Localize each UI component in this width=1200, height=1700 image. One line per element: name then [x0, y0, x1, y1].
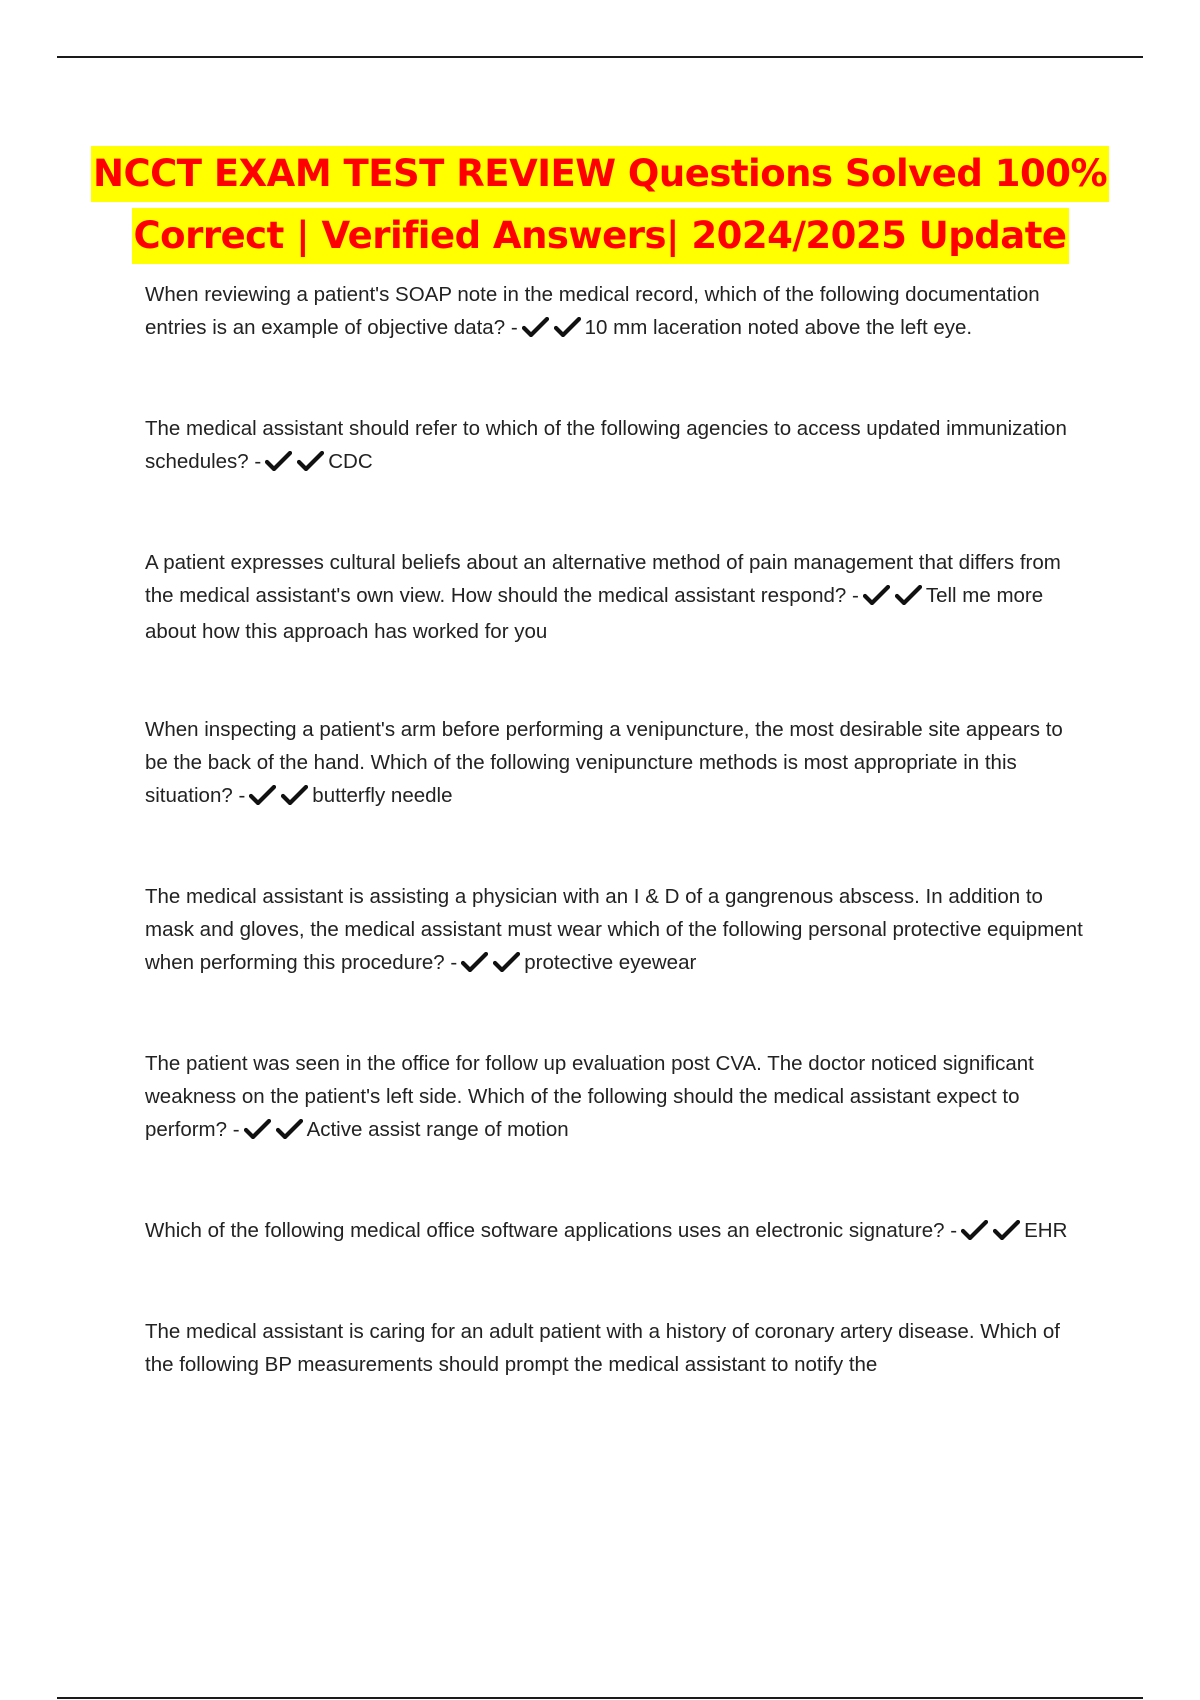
double-checkmark-icon: [244, 1116, 303, 1149]
question-text: The patient was seen in the office for follow up evaluation post CVA. The doctor noticed significant weakness on the patient's left side. Which of the following should the medical assistant expect to perform?: [145, 1052, 1034, 1141]
double-checkmark-icon: [249, 782, 308, 815]
question-list: [145, 278, 1085, 1381]
qa-item-4: [145, 713, 1085, 815]
answer-separator: -: [450, 951, 458, 974]
question-text: When inspecting a patient's arm before performing a venipuncture, the most desirable site appears to be the back of the hand. Which of the following venipuncture methods is most appropriate in this situation?: [145, 718, 1063, 807]
question-text: Which of the following medical office software applications uses an electronic signature?: [145, 1219, 945, 1242]
answer-text: Tell me more about how this approach has worked for you: [145, 584, 1044, 643]
qa-item-3: [145, 546, 1085, 648]
qa-item-2: [145, 412, 1085, 481]
question-text: The medical assistant should refer to which of the following agencies to access updated immunization schedules?: [145, 417, 1067, 473]
bottom-rule: [57, 1697, 1143, 1699]
question-text: When reviewing a patient's SOAP note in the medical record, which of the following documentation entries is an example of objective data?: [145, 283, 1040, 339]
double-checkmark-icon: [863, 582, 922, 615]
answer-separator: -: [851, 584, 859, 607]
double-checkmark-icon: [961, 1217, 1020, 1250]
qa-item-5: [145, 880, 1085, 982]
answer-separator: -: [254, 450, 262, 473]
qa-item-1: [145, 278, 1085, 347]
answer-separator: -: [238, 784, 246, 807]
answer-separator: -: [232, 1118, 240, 1141]
question-text: The medical assistant is caring for an adult patient with a history of coronary artery disease. Which of the following BP measurements should prompt the medical assistant to notify the: [145, 1320, 1060, 1376]
qa-item-6: [145, 1047, 1085, 1149]
answer-separator: -: [510, 316, 518, 339]
document-title: [60, 146, 1140, 264]
answer-separator: -: [950, 1219, 958, 1242]
double-checkmark-icon: [522, 314, 581, 347]
question-text: A patient expresses cultural beliefs about an alternative method of pain management that differs from the medical assistant's own view. How should the medical assistant respond?: [145, 551, 1061, 607]
answer-text: Active assist range of motion: [306, 1118, 569, 1141]
answer-text: protective eyewear: [524, 951, 697, 974]
answer-text: 10 mm laceration noted above the left eye.: [584, 316, 973, 339]
qa-item-7: [145, 1214, 1085, 1250]
title-line-1: NCCT EXAM TEST REVIEW Questions Solved 100%: [91, 146, 1109, 202]
double-checkmark-icon: [265, 448, 324, 481]
answer-text: butterfly needle: [312, 784, 453, 807]
answer-text: EHR: [1024, 1219, 1068, 1242]
title-line-2: Correct | Verified Answers| 2024/2025 Update: [132, 208, 1069, 264]
question-text: The medical assistant is assisting a physician with an I & D of a gangrenous abscess. In addition to mask and gloves, the medical assistant must wear which of the following personal protective equipment when performing this procedure?: [145, 885, 1083, 974]
answer-text: CDC: [328, 450, 373, 473]
top-rule: [57, 56, 1143, 58]
double-checkmark-icon: [461, 949, 520, 982]
qa-item-8: [145, 1315, 1085, 1381]
